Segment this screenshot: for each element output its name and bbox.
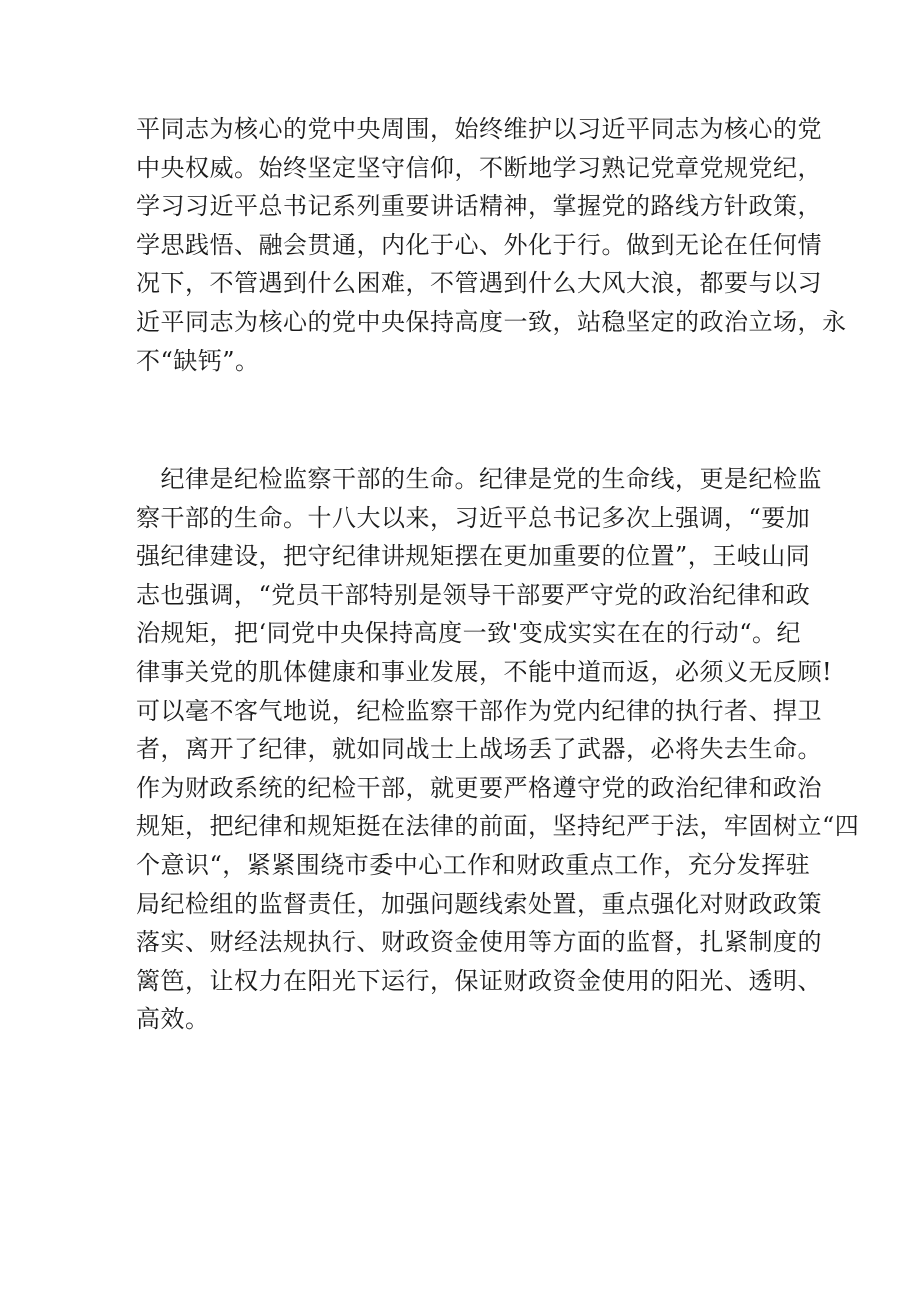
paragraph-line: 律事关党的肌体健康和事业发展，不能中道而返，必须义无反顾! [136, 657, 833, 686]
paragraph-line: 学习习近平总书记系列重要讲话精神，掌握党的路线方针政策， [136, 192, 822, 221]
paragraph-line: 可以毫不客气地说，纪检监察干部作为党内纪律的执行者、捍卫 [136, 696, 822, 725]
paragraph-line: 中央权威。始终坚定坚守信仰，不断地学习熟记党章党规党纪， [136, 153, 822, 182]
paragraph-line: 况下，不管遇到什么困难，不管遇到什么大风大浪，都要与以习 [136, 269, 822, 298]
paragraph-line: 治规矩，把‘同党中央保持高度一致'变成实实在在的行动“。纪 [136, 619, 801, 648]
paragraph-line: 个意识“，紧紧围绕市委中心工作和财政重点工作，充分发挥驻 [136, 850, 811, 879]
paragraph-line: 规矩，把纪律和规矩挺在法律的前面，坚持纪严于法，牢固树立“四 [136, 812, 860, 841]
paragraph-line: 局纪检组的监督责任，加强问题线索处置，重点强化对财政政策 [136, 889, 822, 918]
paragraph-line: 篱笆，让权力在阳光下运行，保证财政资金使用的阳光、透明、 [136, 966, 822, 995]
paragraph-line: 纪律是纪检监察干部的生命。纪律是党的生命线，更是纪检监 [136, 465, 822, 493]
paragraph-1 [136, 110, 847, 380]
paragraph-line: 学思践悟、融会贯通，内化于心、外化于行。做到无论在任何情 [136, 230, 822, 259]
paragraph-line: 者，离开了纪律，就如同战士上战场丢了武器，必将失去生命。 [136, 735, 822, 764]
paragraph-line: 落实、财经法规执行、财政资金使用等方面的监督，扎紧制度的 [136, 928, 822, 957]
paragraph-line: 志也强调，“党员干部特别是领导干部要严守党的政治纪律和政 [136, 580, 811, 609]
paragraph-line: 平同志为核心的党中央周围，始终维护以习近平同志为核心的党 [136, 115, 822, 143]
paragraph-2 [136, 460, 860, 1039]
paragraph-line: 强纪律建设，把守纪律讲规矩摆在更加重要的位置”，王岐山同 [136, 542, 811, 571]
paragraph-line: 近平同志为核心的党中央保持高度一致，站稳坚定的政治立场，永 [136, 307, 847, 336]
paragraph-line: 察干部的生命。十八大以来，习近平总书记多次上强调，“要加 [136, 503, 811, 532]
paragraph-line: 高效。 [136, 1005, 210, 1034]
paragraph-line: 作为财政系统的纪检干部，就更要严格遵守党的政治纪律和政治 [136, 773, 822, 802]
paragraph-line: 不“缺钙”。 [136, 346, 260, 375]
